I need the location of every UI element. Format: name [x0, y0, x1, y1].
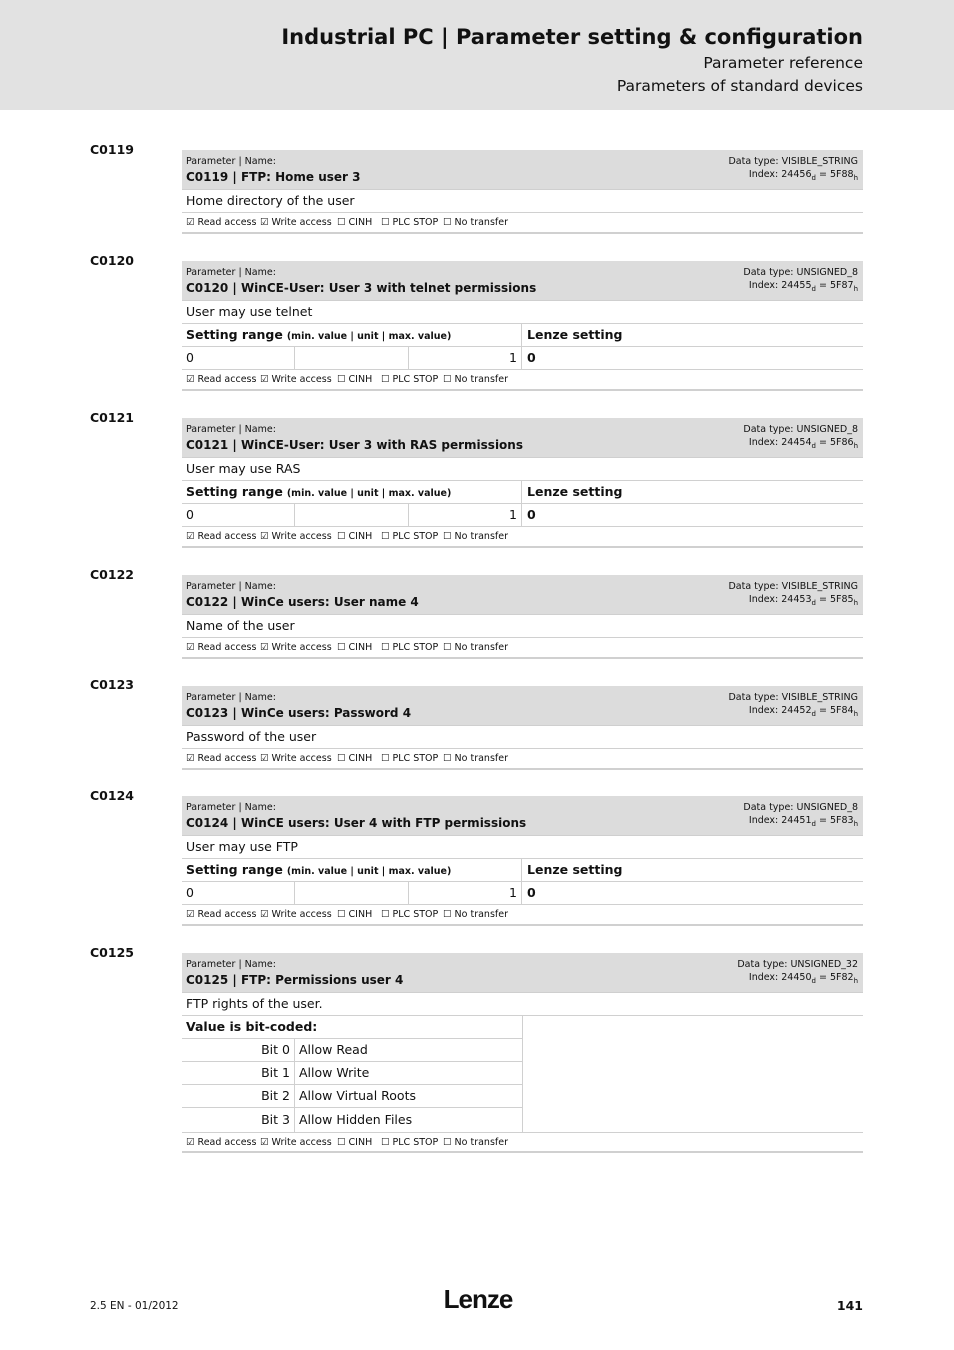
no-transfer-checkbox: ☐ No transfer [443, 217, 508, 228]
bit-number: Bit 0 [261, 1042, 290, 1057]
unit-cell [295, 882, 409, 904]
access-row [182, 905, 863, 926]
section-code-c0121: C0121 [90, 410, 134, 425]
no-transfer-checkbox: ☐ No transfer [443, 374, 508, 385]
bitcoded-label: Value is bit-coded: [186, 1019, 318, 1034]
param-description: Password of the user [186, 729, 317, 744]
access-row [182, 749, 863, 770]
read-access-checkbox: ☑ Read access [186, 531, 257, 542]
lenze-setting-label: Lenze setting [527, 327, 623, 342]
no-transfer-checkbox: ☐ No transfer [443, 909, 508, 920]
setting-range-value-row [182, 882, 863, 905]
read-access-checkbox: ☑ Read access [186, 1137, 257, 1148]
data-type: Data type: UNSIGNED_8 [743, 267, 858, 278]
write-access-checkbox: ☑ Write access [260, 753, 332, 764]
max-value: 1 [509, 885, 517, 900]
param-index: Index: $24453_d = 5F85_h$ [748, 594, 858, 607]
page-header [0, 0, 954, 110]
param-description: User may use RAS [186, 461, 301, 476]
param-block-c0119 [182, 150, 863, 234]
param-description-row [182, 190, 863, 213]
param-header [182, 686, 863, 726]
param-index: Index: $24454_d = 5F86_h$ [748, 437, 858, 450]
param-description-row [182, 301, 863, 324]
setting-range-label: Setting range (min. value | unit | max. value) [186, 327, 452, 342]
param-description-row [182, 726, 863, 749]
bit-number: Bit 1 [261, 1065, 290, 1080]
bit-description: Allow Hidden Files [299, 1112, 413, 1127]
lenze-setting-label: Lenze setting [527, 862, 623, 877]
write-access-checkbox: ☑ Write access [260, 909, 332, 920]
write-access-checkbox: ☑ Write access [260, 531, 332, 542]
data-type: Data type: VISIBLE_STRING [728, 692, 858, 703]
cinh-checkbox: ☐ CINH [337, 753, 373, 764]
bit-table [182, 1016, 863, 1132]
read-access-checkbox: ☑ Read access [186, 642, 257, 653]
page-number: 141 [836, 1298, 863, 1313]
bit-number: Bit 3 [261, 1112, 290, 1127]
param-header [182, 796, 863, 836]
param-header [182, 953, 863, 993]
param-block-c0125 [182, 953, 863, 1153]
max-value: 1 [509, 350, 517, 365]
cinh-checkbox: ☐ CINH [337, 531, 373, 542]
setting-range-label: Setting range (min. value | unit | max. value) [186, 862, 452, 877]
section-code-c0123: C0123 [90, 677, 134, 692]
unit-cell [295, 347, 409, 369]
param-block-c0123 [182, 686, 863, 770]
svg-text:Lenze: Lenze [443, 1286, 513, 1314]
plc-stop-checkbox: ☐ PLC STOP [381, 1137, 439, 1148]
read-access-checkbox: ☑ Read access [186, 909, 257, 920]
param-description-row [182, 458, 863, 481]
param-index: Index: $24450_d = 5F82_h$ [748, 972, 858, 985]
plc-stop-checkbox: ☐ PLC STOP [381, 217, 439, 228]
plc-stop-checkbox: ☐ PLC STOP [381, 642, 439, 653]
plc-stop-checkbox: ☐ PLC STOP [381, 753, 439, 764]
setting-range-header-row [182, 481, 863, 504]
param-title: C0122 | WinCe users: User name 4 [186, 595, 419, 609]
param-title: C0120 | WinCE-User: User 3 with telnet permissions [186, 281, 537, 295]
bit-row [182, 1039, 522, 1062]
lenze-logo [438, 1286, 518, 1314]
setting-range-label: Setting range (min. value | unit | max. value) [186, 484, 452, 499]
param-name-label: Parameter | Name: [186, 581, 276, 592]
read-access-checkbox: ☑ Read access [186, 374, 257, 385]
no-transfer-checkbox: ☐ No transfer [443, 1137, 508, 1148]
param-index: Index: $24456_d = 5F88_h$ [748, 169, 858, 182]
min-value: 0 [186, 885, 194, 900]
param-block-c0120 [182, 261, 863, 391]
min-value: 0 [186, 350, 194, 365]
plc-stop-checkbox: ☐ PLC STOP [381, 374, 439, 385]
plc-stop-checkbox: ☐ PLC STOP [381, 531, 439, 542]
write-access-checkbox: ☑ Write access [260, 217, 332, 228]
setting-range-value-row [182, 504, 863, 527]
setting-range-header-row [182, 859, 863, 882]
param-description: User may use telnet [186, 304, 313, 319]
bit-row [182, 1062, 522, 1085]
lenze-setting-value: 0 [527, 507, 536, 522]
access-row [182, 1132, 863, 1153]
section-code-c0124: C0124 [90, 788, 134, 803]
param-index: Index: $24455_d = 5F87_h$ [748, 280, 858, 293]
data-type: Data type: UNSIGNED_32 [737, 959, 858, 970]
param-name-label: Parameter | Name: [186, 802, 276, 813]
setting-range-header-row [182, 324, 863, 347]
param-description: FTP rights of the user. [186, 996, 323, 1011]
param-description: Name of the user [186, 618, 295, 633]
section-code-c0120: C0120 [90, 253, 134, 268]
bit-row [182, 1108, 522, 1132]
max-value: 1 [509, 507, 517, 522]
cinh-checkbox: ☐ CINH [337, 217, 373, 228]
lenze-setting-label: Lenze setting [527, 484, 623, 499]
param-description: Home directory of the user [186, 193, 355, 208]
bit-number: Bit 2 [261, 1088, 290, 1103]
footer-version: 2.5 EN - 01/2012 [90, 1300, 179, 1312]
write-access-checkbox: ☑ Write access [260, 374, 332, 385]
unit-cell [295, 504, 409, 526]
cinh-checkbox: ☐ CINH [337, 374, 373, 385]
param-title: C0124 | WinCE users: User 4 with FTP permissions [186, 816, 527, 830]
header-subtitle-1: Parameter reference [703, 54, 863, 72]
bit-description: Allow Read [299, 1042, 368, 1057]
param-title: C0123 | WinCe users: Password 4 [186, 706, 412, 720]
param-header [182, 261, 863, 301]
plc-stop-checkbox: ☐ PLC STOP [381, 909, 439, 920]
section-code-c0122: C0122 [90, 567, 134, 582]
header-title: Industrial PC | Parameter setting & configuration [281, 25, 863, 49]
param-header [182, 418, 863, 458]
param-name-label: Parameter | Name: [186, 692, 276, 703]
section-code-c0125: C0125 [90, 945, 134, 960]
bit-description: Allow Write [299, 1065, 370, 1080]
read-access-checkbox: ☑ Read access [186, 217, 257, 228]
param-title: C0125 | FTP: Permissions user 4 [186, 973, 404, 987]
bit-row [182, 1085, 522, 1108]
param-description-row [182, 615, 863, 638]
bit-description: Allow Virtual Roots [299, 1088, 416, 1103]
param-title: C0119 | FTP: Home user 3 [186, 170, 361, 184]
param-block-c0124 [182, 796, 863, 926]
header-subtitle-2: Parameters of standard devices [616, 77, 863, 95]
param-description-row [182, 993, 863, 1016]
param-title: C0121 | WinCE-User: User 3 with RAS permissions [186, 438, 523, 452]
min-value: 0 [186, 507, 194, 522]
param-name-label: Parameter | Name: [186, 959, 276, 970]
data-type: Data type: VISIBLE_STRING [728, 156, 858, 167]
param-description: User may use FTP [186, 839, 298, 854]
cinh-checkbox: ☐ CINH [337, 909, 373, 920]
access-row [182, 370, 863, 391]
section-code-c0119: C0119 [90, 142, 134, 157]
param-block-c0122 [182, 575, 863, 659]
data-type: Data type: UNSIGNED_8 [743, 802, 858, 813]
no-transfer-checkbox: ☐ No transfer [443, 753, 508, 764]
cinh-checkbox: ☐ CINH [337, 1137, 373, 1148]
lenze-setting-value: 0 [527, 885, 536, 900]
cinh-checkbox: ☐ CINH [337, 642, 373, 653]
bit-table-divider [522, 1016, 523, 1132]
write-access-checkbox: ☑ Write access [260, 1137, 332, 1148]
setting-range-value-row [182, 347, 863, 370]
access-row [182, 527, 863, 548]
param-description-row [182, 836, 863, 859]
param-index: Index: $24451_d = 5F83_h$ [748, 815, 858, 828]
lenze-setting-value: 0 [527, 350, 536, 365]
no-transfer-checkbox: ☐ No transfer [443, 531, 508, 542]
param-header [182, 150, 863, 190]
param-block-c0121 [182, 418, 863, 548]
param-name-label: Parameter | Name: [186, 424, 276, 435]
param-name-label: Parameter | Name: [186, 267, 276, 278]
no-transfer-checkbox: ☐ No transfer [443, 642, 508, 653]
access-row [182, 638, 863, 659]
write-access-checkbox: ☑ Write access [260, 642, 332, 653]
param-index: Index: $24452_d = 5F84_h$ [748, 705, 858, 718]
data-type: Data type: UNSIGNED_8 [743, 424, 858, 435]
param-header [182, 575, 863, 615]
param-name-label: Parameter | Name: [186, 156, 276, 167]
read-access-checkbox: ☑ Read access [186, 753, 257, 764]
access-row [182, 213, 863, 234]
data-type: Data type: VISIBLE_STRING [728, 581, 858, 592]
